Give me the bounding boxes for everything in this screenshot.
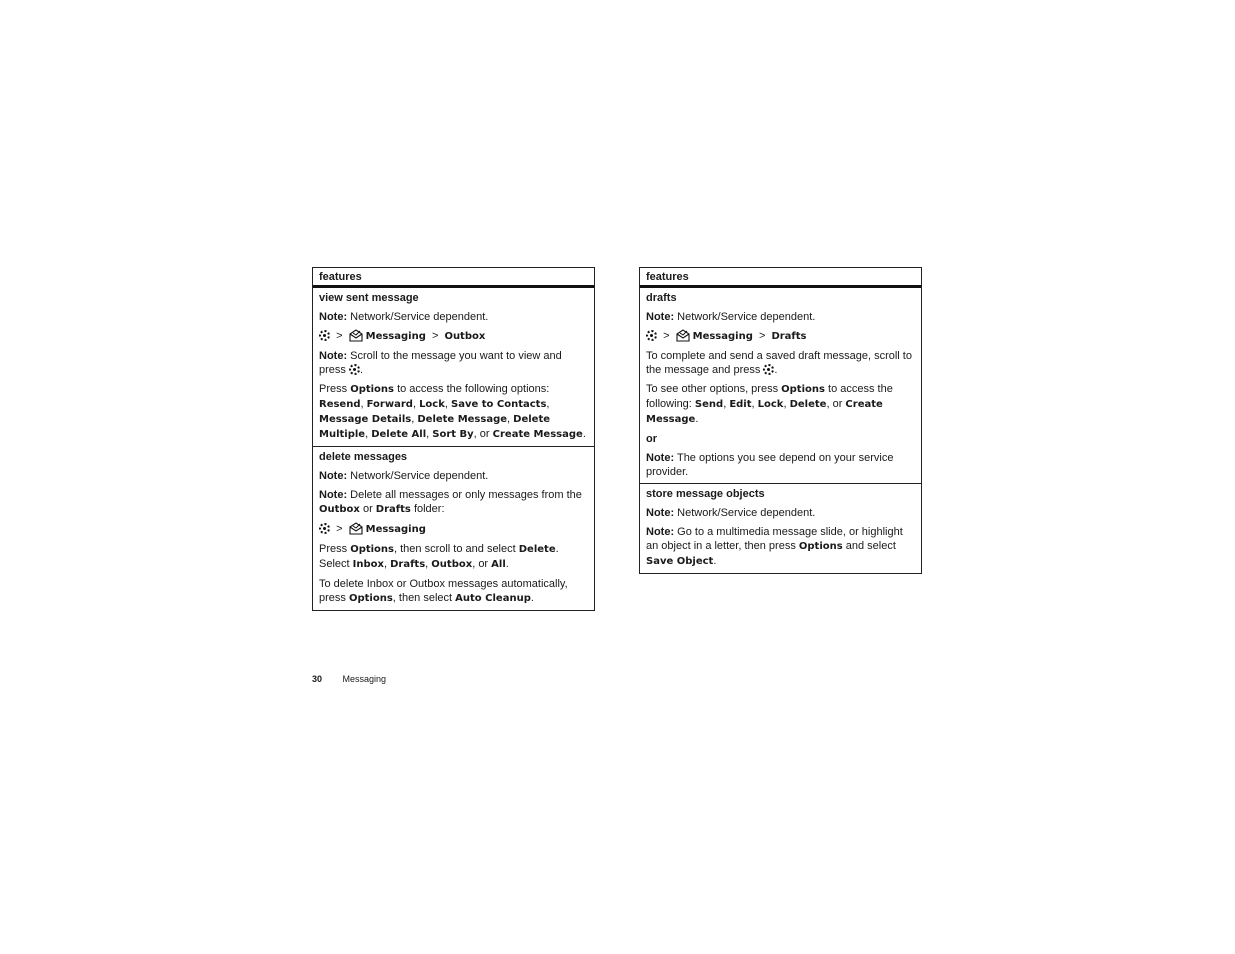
note-paragraph: Note: Network/Service dependent.	[319, 470, 489, 482]
menu-path: > Messaging	[319, 522, 588, 537]
menu-path: > Messaging > Drafts	[646, 329, 915, 344]
nav-key-icon	[349, 364, 360, 375]
footer-section-name: Messaging	[342, 674, 387, 684]
features-table-right	[639, 267, 922, 574]
section-title: delete messages	[319, 451, 408, 463]
note-paragraph: Note: Network/Service dependent.	[319, 311, 489, 323]
section-title: store message objects	[646, 488, 765, 500]
complete-paragraph: To complete and send a saved draft message, scroll to the message and press .	[646, 350, 912, 376]
section-store-message-objects	[640, 483, 921, 573]
nav-key-icon	[319, 523, 330, 534]
nav-key-icon	[319, 330, 330, 341]
nav-key-icon	[763, 364, 774, 375]
note-paragraph: Note: Network/Service dependent.	[646, 311, 816, 323]
note-paragraph: Note: Delete all messages or only messages from the Outbox or Drafts folder:	[319, 489, 582, 515]
table-header: features	[640, 268, 921, 288]
section-view-sent-message	[313, 288, 594, 446]
note-paragraph: Note: The options you see depend on your service provider.	[646, 452, 894, 478]
note-paragraph: Note: Network/Service dependent.	[646, 507, 816, 519]
messaging-icon	[349, 522, 363, 535]
auto-cleanup-paragraph: To delete Inbox or Outbox messages automatically, press Options, then select Auto Cleanup.	[319, 578, 568, 604]
table-header: features	[313, 268, 594, 288]
messaging-icon	[676, 329, 690, 342]
features-table-left	[312, 267, 595, 611]
page-number: 30	[312, 674, 323, 684]
section-drafts	[640, 288, 921, 483]
or-heading: or	[646, 433, 657, 445]
options-paragraph: Press Options, then scroll to and select Delete. Select Inbox, Drafts, Outbox, or All.	[319, 543, 559, 570]
note-paragraph: Note: Scroll to the message you want to view and press .	[319, 350, 562, 376]
options-paragraph: Press Options to access the following options: Resend, Forward, Lock, Save to Contacts, Message Details, Delete Message, Delete Multiple, Delete All, Sort By, or Create Message.	[319, 383, 586, 440]
section-title: view sent message	[319, 292, 419, 304]
note-paragraph: Note: Go to a multimedia message slide, or highlight an object in a letter, then press Options and select Save Object.	[646, 526, 903, 567]
menu-path: > Messaging > Outbox	[319, 329, 588, 344]
section-delete-messages	[313, 446, 594, 610]
messaging-icon	[349, 329, 363, 342]
page-footer	[312, 673, 386, 685]
section-title: drafts	[646, 292, 677, 304]
options-paragraph: To see other options, press Options to access the following: Send, Edit, Lock, Delete, or Create Message.	[646, 383, 893, 425]
nav-key-icon	[646, 330, 657, 341]
